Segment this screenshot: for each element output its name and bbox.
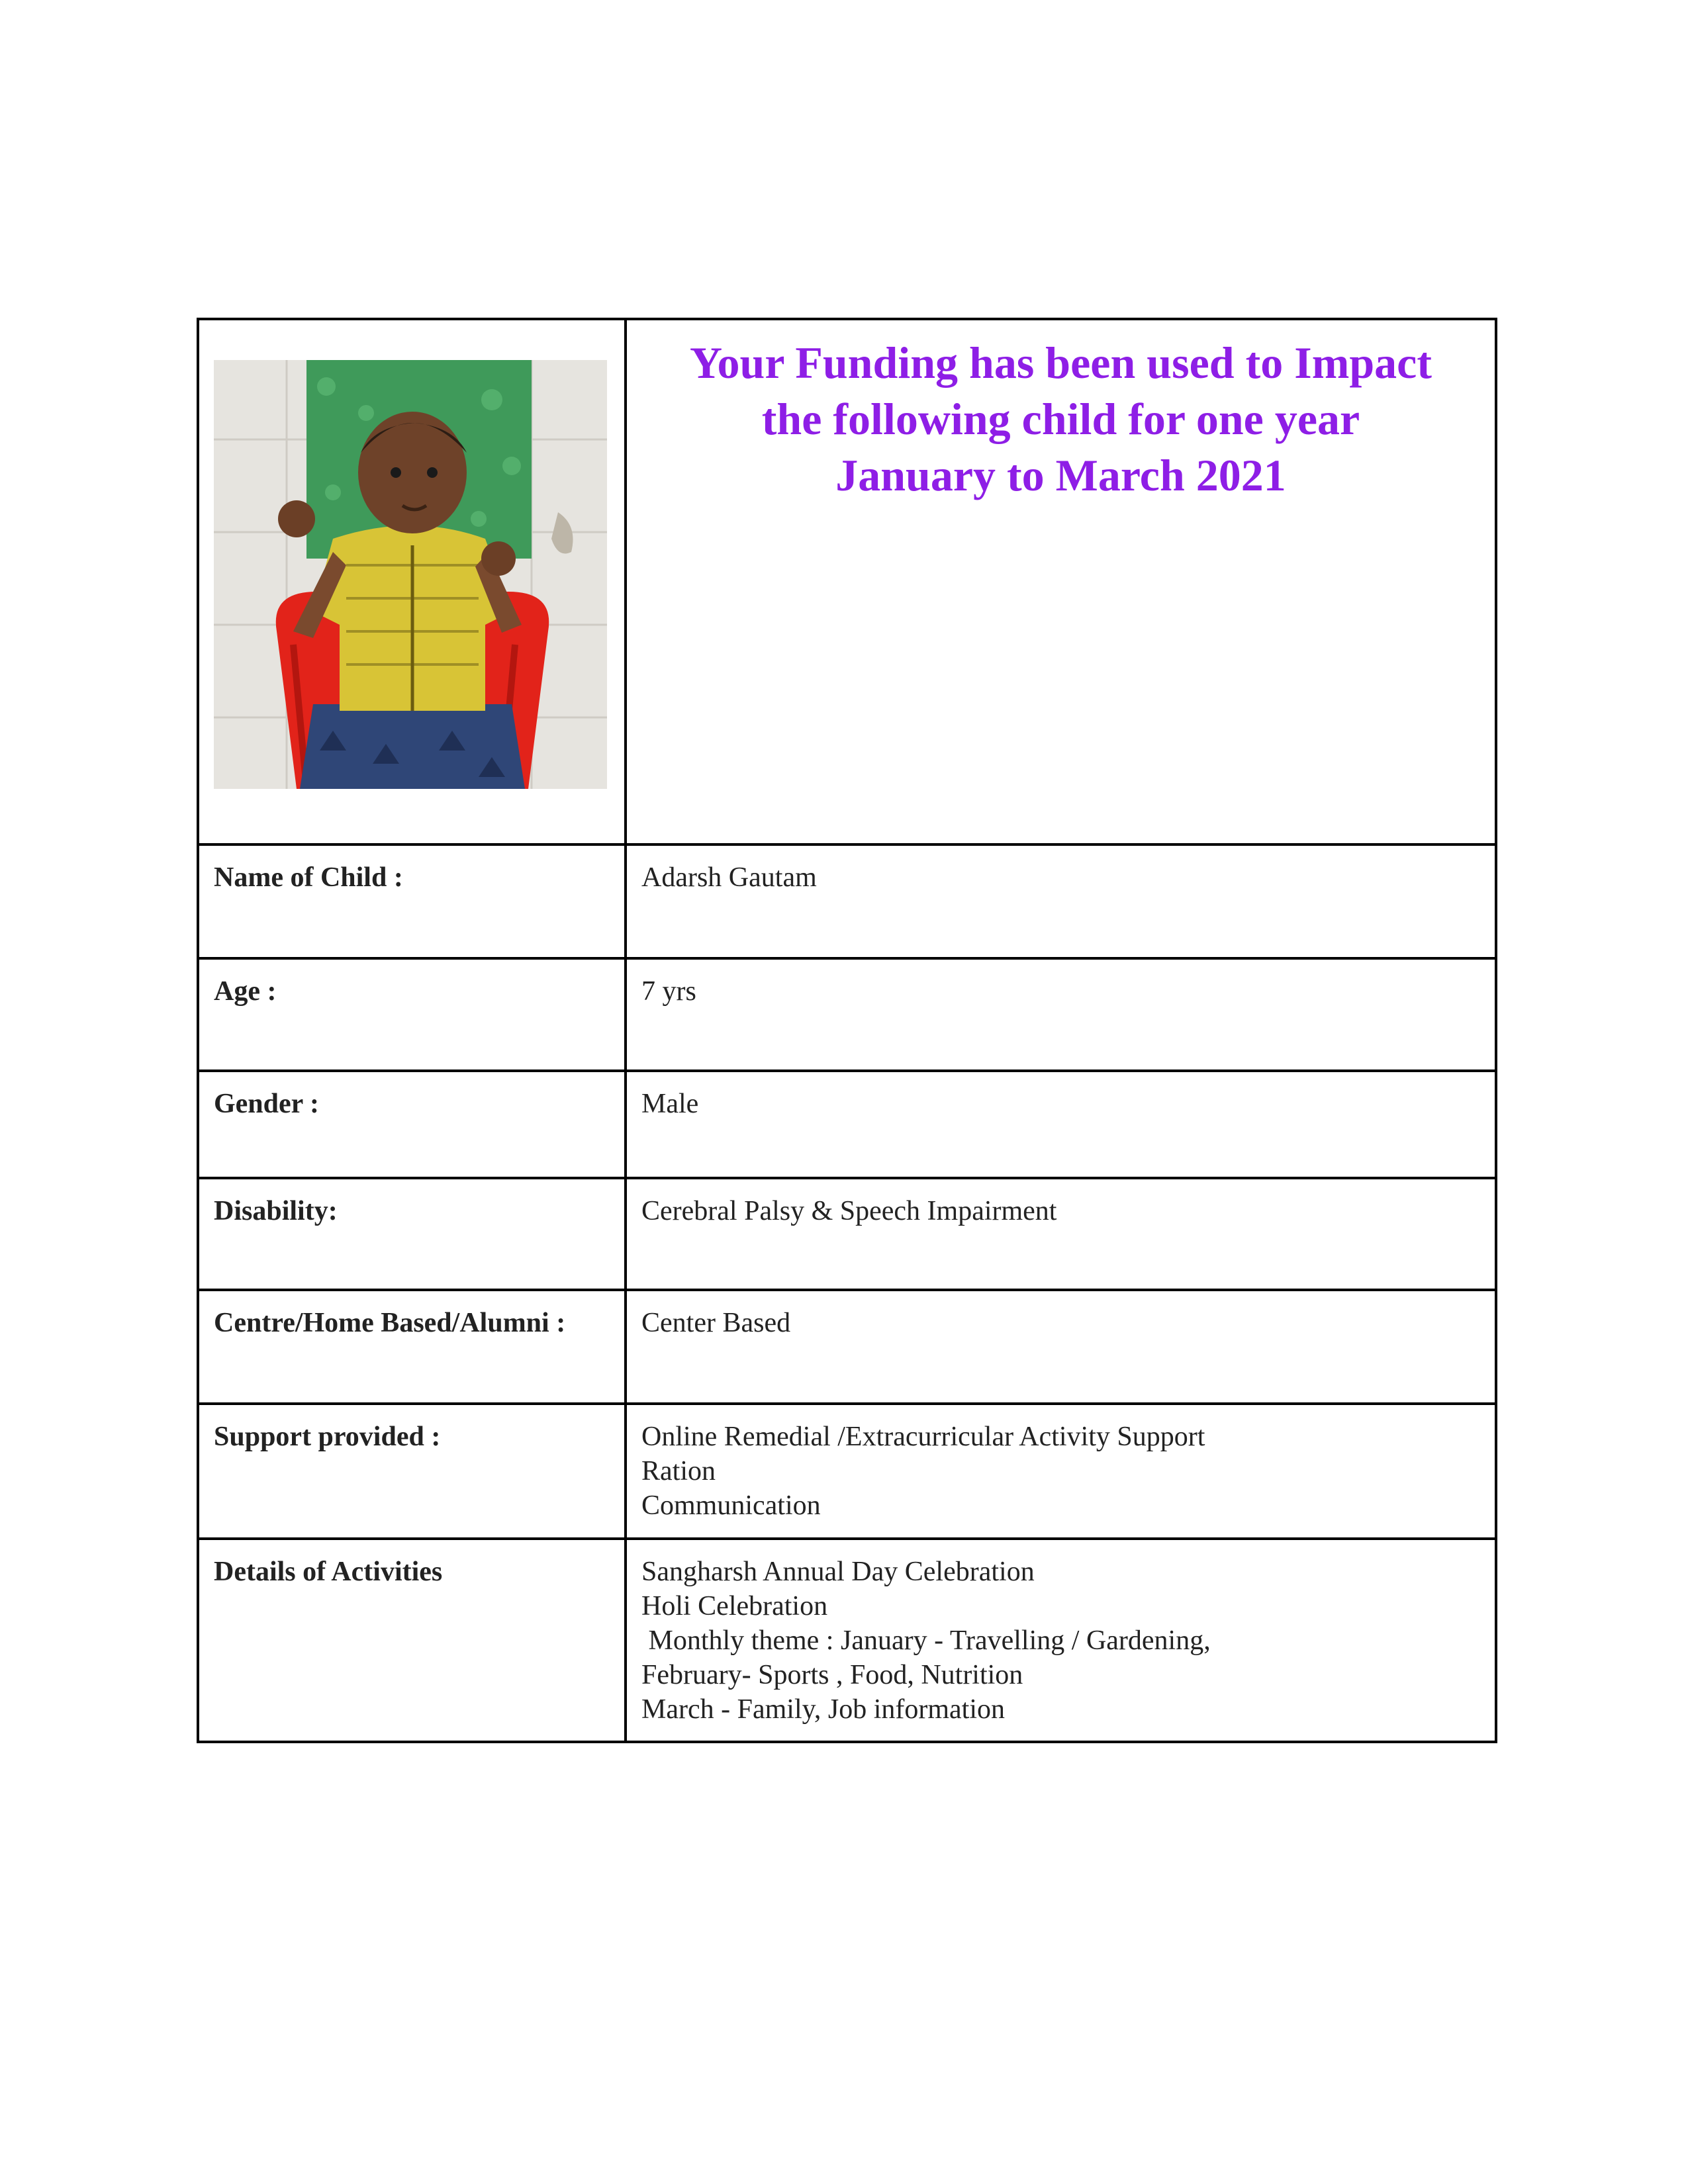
row-gender [198, 1071, 1496, 1178]
row-disability [198, 1178, 1496, 1290]
support-line: Online Remedial /Extracurricular Activity Support [641, 1422, 1205, 1452]
age-value: 7 yrs [626, 958, 1496, 1071]
name-label: Name of Child : [198, 844, 626, 958]
centre-label: Centre/Home Based/Alumni : [198, 1290, 626, 1404]
child-impact-table [197, 318, 1497, 1743]
gender-label: Gender : [198, 1071, 626, 1178]
support-line: Communication [641, 1490, 821, 1521]
headline-cell [626, 319, 1496, 844]
row-support [198, 1404, 1496, 1539]
gender-value: Male [626, 1071, 1496, 1178]
headline [635, 335, 1487, 504]
activity-line: Monthly theme : January - Travelling / Gardening, [641, 1625, 1211, 1656]
activity-line: Holi Celebration [641, 1591, 828, 1621]
row-age [198, 958, 1496, 1071]
headline-line-3: January to March 2021 [835, 450, 1286, 500]
activities-value [626, 1539, 1496, 1742]
row-centre [198, 1290, 1496, 1404]
activity-line: February- Sports , Food, Nutrition [641, 1660, 1023, 1690]
activity-line: Sangharsh Annual Day Celebration [641, 1557, 1035, 1587]
headline-line-2: the following child for one year [761, 394, 1360, 444]
row-name [198, 844, 1496, 958]
header-row [198, 319, 1496, 844]
centre-value: Center Based [626, 1290, 1496, 1404]
headline-line-1: Your Funding has been used to Impact [689, 338, 1432, 388]
activities-label: Details of Activities [198, 1539, 626, 1742]
name-value: Adarsh Gautam [626, 844, 1496, 958]
activity-line: March - Family, Job information [641, 1694, 1006, 1725]
child-photo [214, 360, 607, 789]
age-label: Age : [198, 958, 626, 1071]
support-line: Ration [641, 1456, 716, 1486]
disability-label: Disability: [198, 1178, 626, 1290]
support-value [626, 1404, 1496, 1539]
photo-cell [198, 319, 626, 844]
disability-value: Cerebral Palsy & Speech Impairment [626, 1178, 1496, 1290]
support-label: Support provided : [198, 1404, 626, 1539]
row-activities [198, 1539, 1496, 1742]
